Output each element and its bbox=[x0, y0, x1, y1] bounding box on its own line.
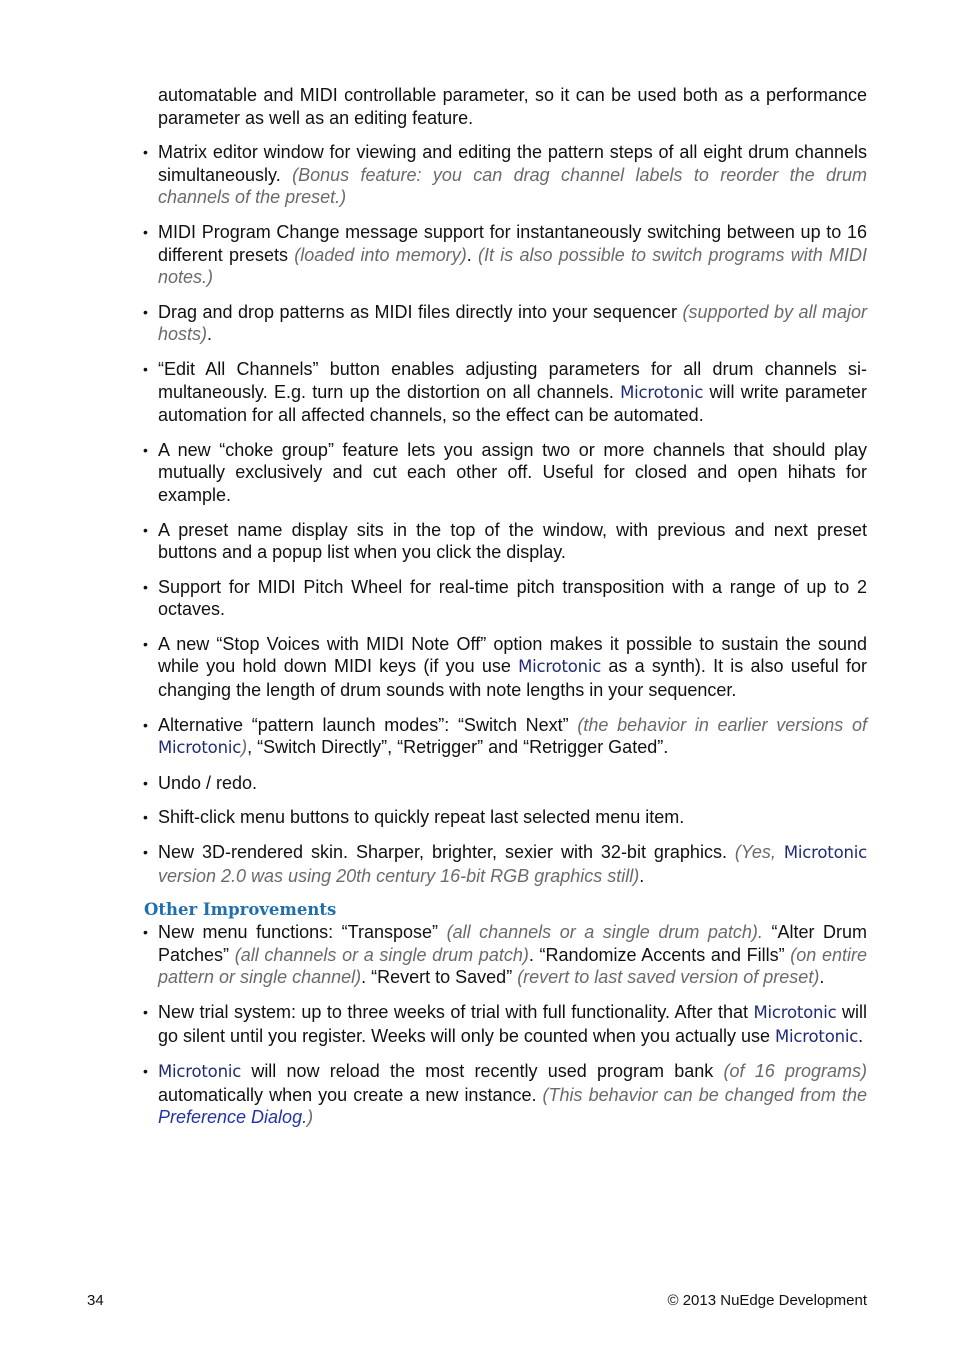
copyright-notice: © 2013 NuEdge Development bbox=[667, 1292, 867, 1309]
item-text: . bbox=[466, 244, 479, 265]
list-item bbox=[140, 358, 867, 427]
item-text: . bbox=[639, 865, 645, 886]
bullet-icon: • bbox=[143, 144, 148, 161]
item-note: (Yes, bbox=[734, 842, 784, 863]
list-item bbox=[140, 221, 867, 289]
list-item bbox=[140, 714, 867, 760]
bullet-icon: • bbox=[143, 774, 148, 791]
brand-name: Microtonic bbox=[783, 843, 867, 863]
list-item bbox=[140, 519, 867, 564]
list-item bbox=[140, 1060, 867, 1129]
list-item bbox=[140, 921, 867, 989]
bullet-icon: • bbox=[143, 924, 148, 941]
item-text: New menu functions: “Transpose” bbox=[158, 922, 447, 943]
bullet-icon: • bbox=[143, 360, 148, 377]
item-text: automatically when you create a new instance. bbox=[158, 1084, 543, 1105]
item-note: (revert to last saved version of preset) bbox=[517, 967, 820, 988]
list-item bbox=[140, 576, 867, 621]
section-heading: Other Improvements bbox=[144, 900, 337, 920]
item-note: (Bonus feature: you can drag channel labels to reorder the drum channels of the preset.) bbox=[158, 164, 867, 208]
page-number: 34 bbox=[87, 1292, 104, 1309]
item-text: “Edit All Channels” button enables adjusting parameters for all drum channels simultaneously. E.g. turn up the distortion on all channels. bbox=[158, 358, 867, 402]
bullet-icon: • bbox=[143, 521, 148, 538]
item-note: (all channels or a single drum patch) bbox=[234, 944, 529, 965]
item-text: will write parameter automation for all affected channels, so the effect can be automated. bbox=[158, 381, 867, 426]
bullet-icon: • bbox=[143, 578, 148, 595]
item-text: New 3D-rendered skin. Sharper, brighter, sexier with 32-bit graphics. bbox=[158, 842, 735, 863]
item-text: Shift-click menu buttons to quickly repeat last selected menu item. bbox=[158, 807, 685, 828]
item-text: Undo / redo. bbox=[158, 772, 258, 793]
item-text: will now reload the most recently used program bank bbox=[241, 1061, 724, 1082]
bullet-icon: • bbox=[143, 844, 148, 861]
item-text: Matrix editor window for viewing and editing the pattern steps of all eight drum channels simultaneously. bbox=[158, 142, 867, 185]
brand-name: Microtonic bbox=[620, 382, 704, 402]
list-item bbox=[140, 1001, 867, 1048]
item-text: . “Revert to Saved” bbox=[361, 967, 518, 988]
preference-dialog-link[interactable]: Preference Dialog. bbox=[158, 1107, 308, 1128]
continued-paragraph bbox=[158, 84, 867, 129]
paragraph-text: automatable and MIDI controllable parameter, so it can be used both as a performance parameter as well as an editing feature. bbox=[158, 85, 867, 128]
item-note: ) bbox=[241, 737, 248, 758]
item-text: . “Randomize Accents and Fills” bbox=[528, 944, 791, 965]
brand-name: Microtonic bbox=[518, 657, 602, 677]
list-item bbox=[140, 141, 867, 209]
brand-name: Microtonic bbox=[158, 738, 242, 758]
list-item bbox=[140, 301, 867, 346]
item-note: ) bbox=[307, 1107, 314, 1128]
item-text: . bbox=[819, 967, 825, 988]
item-note: (This behavior can be changed from the bbox=[542, 1084, 867, 1105]
item-note: (supported by all major hosts) bbox=[158, 301, 867, 345]
bullet-icon: • bbox=[143, 809, 148, 826]
item-text: , “Switch Directly”, “Retrigger” and “Retrigger Gated”. bbox=[247, 737, 669, 758]
item-text: will go silent until you register. Weeks will only be counted when you actually use bbox=[158, 1002, 867, 1046]
list-item bbox=[140, 806, 867, 829]
item-text: A new “choke group” feature lets you assign two or more channels that should play mutually exclusively and cut each other off. Useful for closed and open hihats for example. bbox=[158, 439, 867, 505]
item-text: Support for MIDI Pitch Wheel for real-time pitch transposition with a range of up to 2 octaves. bbox=[158, 576, 867, 620]
bullet-icon: • bbox=[143, 1004, 148, 1020]
brand-name: Microtonic bbox=[775, 1026, 859, 1046]
list-item bbox=[140, 633, 867, 702]
bullet-icon: • bbox=[143, 1063, 148, 1080]
page-content bbox=[140, 84, 867, 1141]
bullet-icon: • bbox=[143, 635, 148, 652]
item-text: . bbox=[207, 324, 213, 345]
item-text: A preset name display sits in the top of the window, with previous and next preset buttons and a popup list when you click the display. bbox=[158, 519, 867, 563]
brand-name: Microtonic bbox=[753, 1003, 837, 1022]
item-text: “Alter Drum Patches” bbox=[158, 922, 867, 965]
item-note: (It is also possible to switch programs with MIDI notes.) bbox=[158, 244, 867, 288]
item-note: (of 16 programs) bbox=[723, 1061, 867, 1082]
item-text: Drag and drop patterns as MIDI files directly into your sequencer bbox=[158, 301, 683, 322]
item-text: New trial system: up to three weeks of trial with full functionality. After that bbox=[158, 1002, 754, 1022]
list-item bbox=[140, 841, 867, 887]
list-item bbox=[140, 439, 867, 507]
brand-name: Microtonic bbox=[158, 1062, 242, 1082]
list-item bbox=[140, 772, 867, 795]
bullet-icon: • bbox=[143, 223, 148, 240]
item-text: MIDI Program Change message support for instantaneously switching between up to 16 different presets bbox=[158, 221, 867, 265]
item-note: (all channels or a single drum patch). bbox=[446, 922, 763, 943]
bullet-icon: • bbox=[143, 441, 148, 458]
item-text: as a synth). It is also useful for changing the length of drum sounds with note lengths in your sequencer. bbox=[158, 656, 868, 701]
item-note: (on entire pattern or single channel) bbox=[158, 944, 867, 988]
item-note: (loaded into memory) bbox=[294, 244, 467, 265]
item-text: Alternative “pattern launch modes”: “Switch Next” bbox=[158, 714, 578, 735]
item-note: (the behavior in earlier versions of bbox=[577, 714, 867, 735]
item-note: version 2.0 was using 20th century 16-bit RGB graphics still) bbox=[158, 865, 640, 886]
item-text: A new “Stop Voices with MIDI Note Off” option makes it possible to sustain the sound while you hold down MIDI keys (if you use bbox=[158, 633, 867, 677]
bullet-icon: • bbox=[143, 716, 148, 733]
bullet-icon: • bbox=[143, 303, 148, 320]
item-text: . bbox=[858, 1025, 864, 1046]
